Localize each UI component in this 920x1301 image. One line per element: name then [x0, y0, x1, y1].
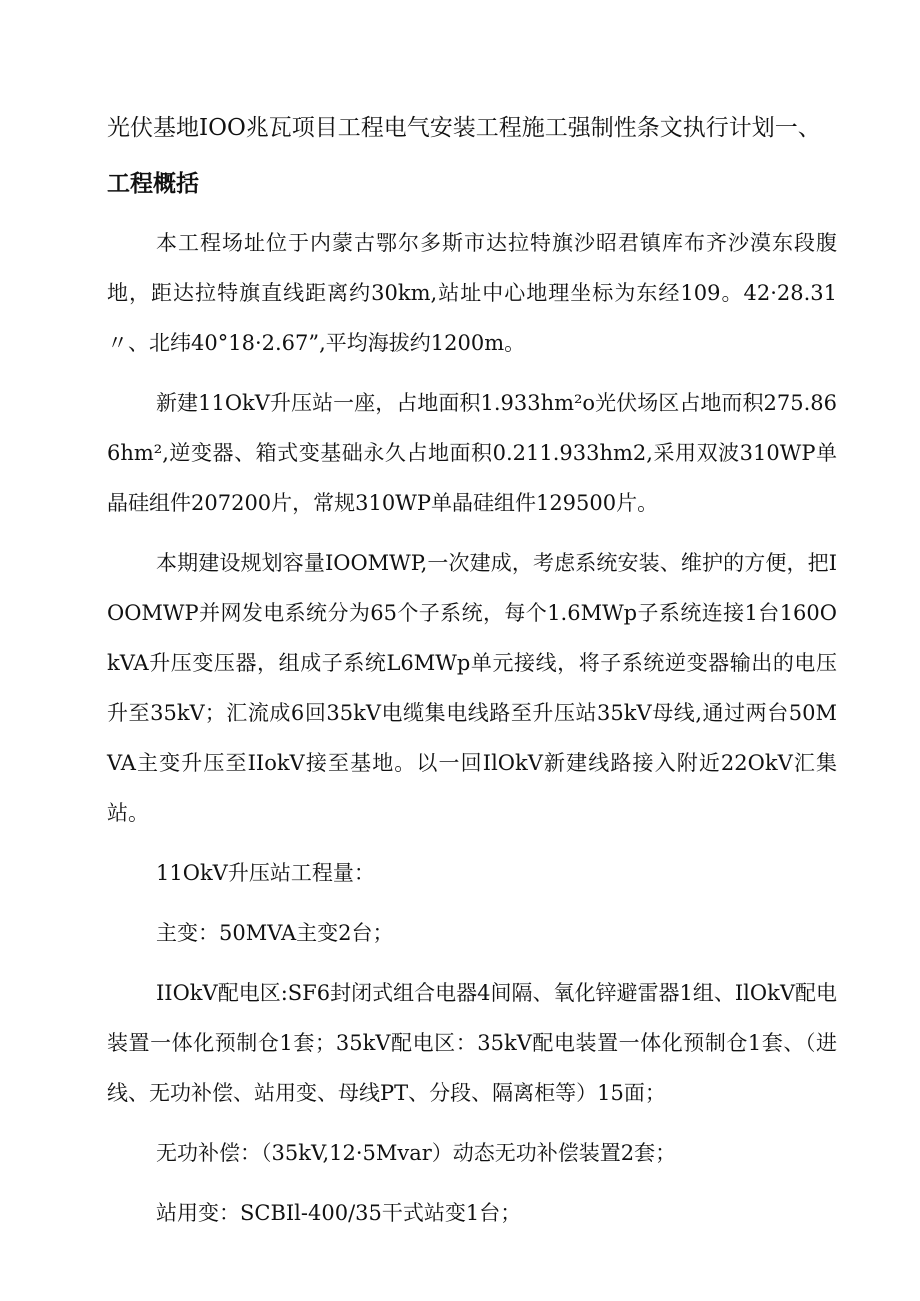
paragraph-main-transformer: 主变：50MVA主变2台；: [156, 921, 394, 945]
document-body: [107, 218, 837, 1238]
paragraph-capacity-plan: 本期建设规划容量IOOMWP,一次建成，考虑系统安装、维护的方便，把IOOMWP并网发电系统分为65个子系统，每个1.6MWp子系统连接1台160OkVA升压变压器，组成子系统L6MWp单元接线，将子系统逆变器输出的电压升至35kV；汇流成6回35kV电缆集电线路至升压站35kV母线,通过两台50MVA主变升压至IIokV接至基地。以一回IlOkV新建线路接入附近22OkV汇集站。: [107, 551, 837, 825]
paragraph-station-transformer: 站用变：SCBIl-400/35干式站变1台；: [156, 1201, 522, 1225]
paragraph-distribution-area: IIOkV配电区:SF6封闭式组合电器4间隔、氧化锌避雷器1组、IlOkV配电装置一体化预制仓1套；35kV配电区：35kV配电装置一体化预制仓1套、（进线、无功补偿、站用变、母线PT、分段、隔离柜等）15面；: [107, 981, 837, 1105]
paragraph-reactive-compensation: 无功补偿：（35kV,12·5Mvar）动态无功补偿装置2套；: [156, 1141, 677, 1165]
paragraph-substation-area: 新建11OkV升压站一座，占地面积1.933hm²o光伏场区占地而积275.866hm²,逆变器、箱式变基础永久占地面积0.211.933hm2,采用双波310WP单晶硅组件207200片，常规310WP单晶硅组件129500片。: [107, 391, 837, 515]
section-heading: 工程概括: [107, 171, 199, 197]
paragraph-site-location: 本工程场址位于内蒙古鄂尔多斯市达拉特旗沙昭君镇库布齐沙漠东段腹地，距达拉特旗直线距离约30km,站址中心地理坐标为东经109。42·28.31〃、北纬40°18·2.67”,平均海拔约1200m。: [107, 231, 837, 355]
document-title: 光伏基地IOO兆瓦项目工程电气安装工程施工强制性条文执行计划一、: [107, 115, 821, 141]
paragraph-substation-quantities: 11OkV升压站工程量：: [156, 861, 375, 885]
